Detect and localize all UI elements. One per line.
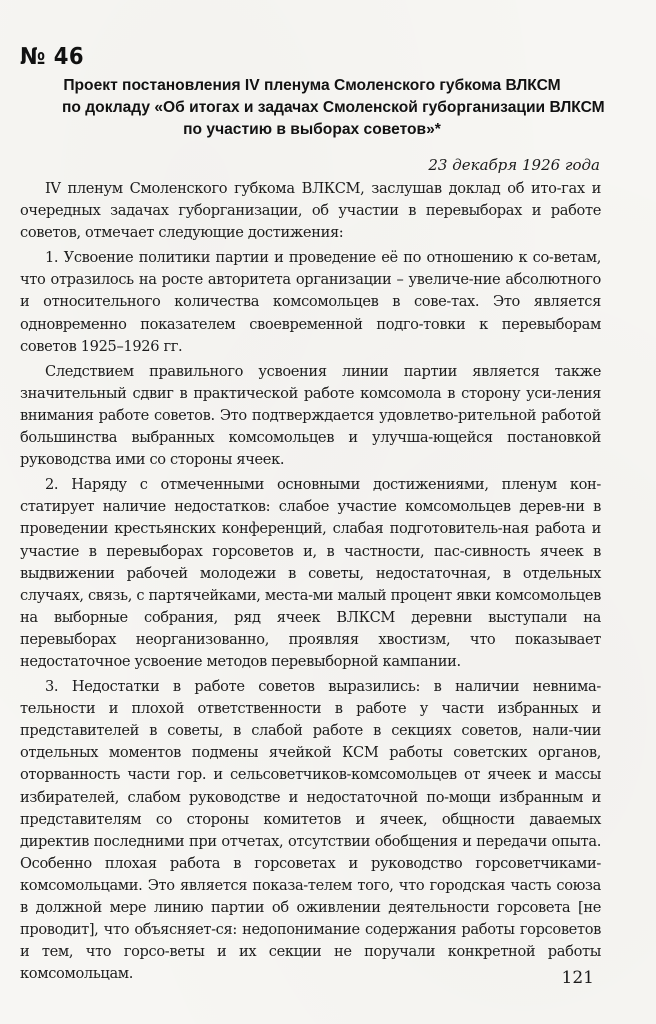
paragraph-point-1: 1. Усвоение политики партии и проведение её по отношению к со-ветам, что отразилось на росте авторитета организации – увеличе-ние абсолютного и относительного количества комсомольцев в сове-тах. Это является одновременно показателем своевременной подго-товки к перевыборам советов 1925–1926 гг. [20, 249, 601, 355]
document-number: № 46 [20, 44, 85, 70]
document-title [62, 75, 605, 141]
paragraph-point-2: 2. Наряду с отмеченными основными достижениями, пленум кон-статирует наличие недостатков: слабое участие комсомольцев дерев-ни в проведении крестьянских конференций, слабая подготовитель-ная работа и участие в перевыборах горсоветов и, в частности, пас-сивность ячеек в выдвижении рабочей молодежи в советы, недостаточная, в отдельных случаях, связь, с партячейками, места-ми малый процент явки комсомольцев на выборные собрания, ряд ячеек ВЛКСМ деревни выступали на перевыборах неорганизованно, проявляя хвостизм, что показывает недостаточное усвоение методов перевыборной кампании. [20, 476, 601, 670]
title-line: по докладу «Об итогах и задачах Смоленской губорганизации ВЛКСМ [62, 99, 605, 116]
document-body [20, 178, 601, 988]
paragraph-consequence: Следствием правильного усвоения линии партии является также значительный сдвиг в практической работе комсомола в сторону уси-ления внимания работе советов. Это подтверждается удовлетво-рительной работой большинства выбранных комсомольцев и улучша-ющейся постановкой руководства ими со стороны ячеек. [20, 362, 601, 469]
page-number: 121 [561, 968, 594, 988]
paragraph-point-3: 3. Недостатки в работе советов выразились: в наличии невнима-тельности и плохой ответственности в работе у части избранных и представителей в советы, в слабой работе в секциях советов, нали-чии отдельных моментов подмены ячейкой КСМ работы советских органов, оторванность части гор. и сельсоветчиков-комсомольцев от ячеек и массы избирателей, слабом руководстве и недостаточной по-мощи избранным и представителям со стороны комитетов и ячеек, общности даваемых директив последними при отчетах, отсутствии обобщения и передачи опыта. Особенно плохая работа в горсоветах и руководство горсоветчиками-комсомольцами. Это является показа-телем того, что городская часть союза в должной мере линию партии об оживлении деятельности горсовета [не проводит], что объясняет-ся: недопонимание содержания работы горсоветов и тем, что горсо-веты и их секции не поручали конкретной работы комсомольцам. [20, 678, 601, 983]
title-line: по участию в выборах советов»* [183, 121, 441, 138]
paragraph-intro: IV пленум Смоленского губкома ВЛКСМ, заслушав доклад об ито-гах и очередных задачах губорганизации, об участии в перевыборах и работе советов, отмечает следующие достижения: [20, 180, 601, 242]
title-line: Проект постановления IV пленума Смоленского губкома ВЛКСМ [63, 77, 561, 94]
document-date: 23 декабря 1926 года [428, 156, 600, 174]
